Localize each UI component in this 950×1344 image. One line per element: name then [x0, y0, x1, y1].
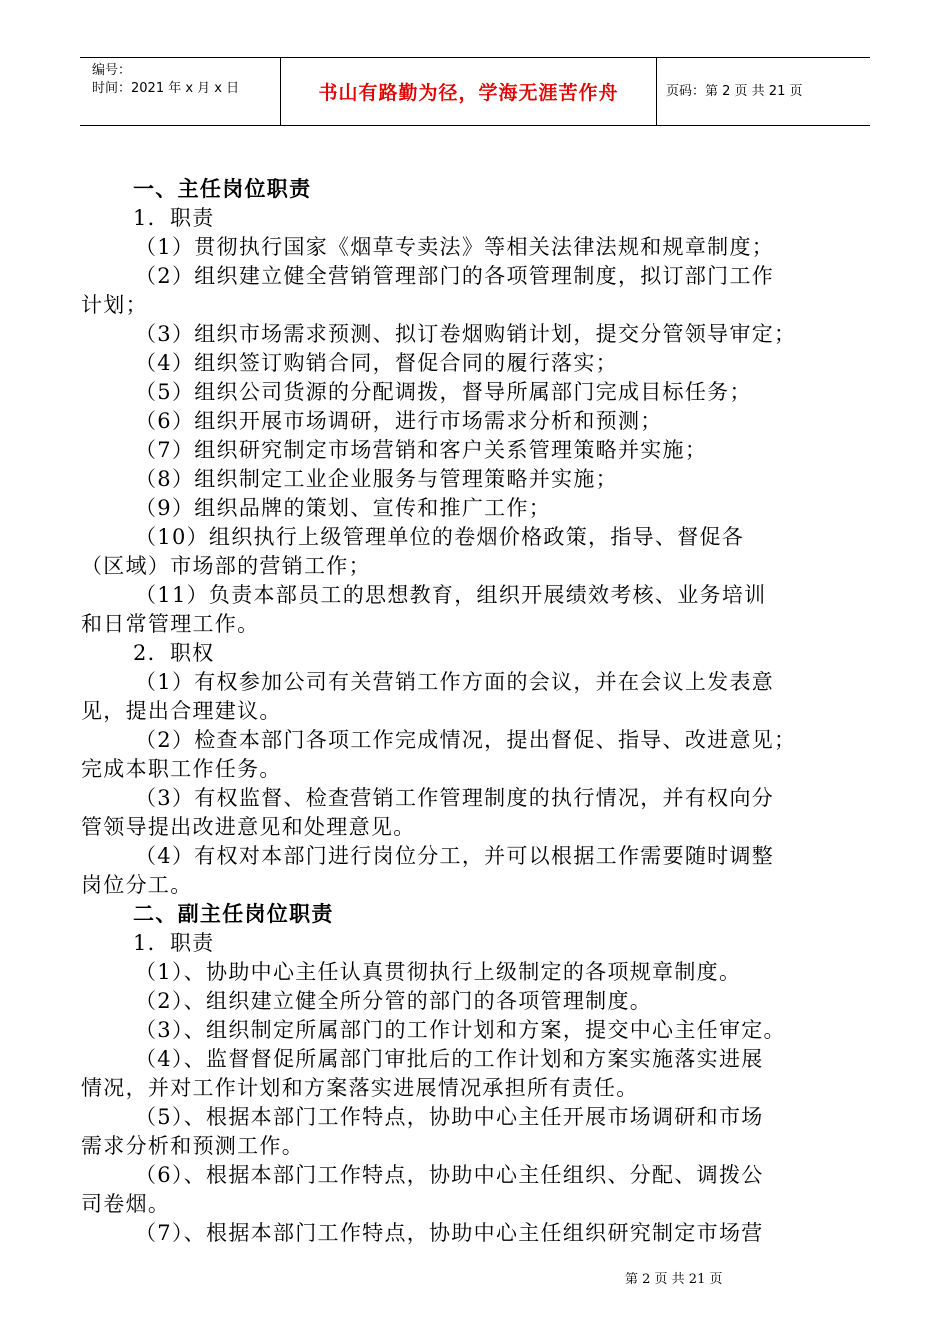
paragraph-line: （5）、根据本部门工作特点，协助中心主任开展市场调研和市场 — [135, 1105, 764, 1129]
subsection-heading: 1．职责 — [133, 931, 215, 955]
paragraph-line: （3）组织市场需求预测、拟订卷烟购销计划，提交分管领导审定； — [135, 322, 797, 346]
paragraph-line: （3）有权监督、检查营销工作管理制度的执行情况，并有权向分 — [135, 786, 775, 810]
paragraph-line: （1）、协助中心主任认真贯彻执行上级制定的各项规章制度。 — [135, 960, 742, 984]
paragraph-line: 见，提出合理建议。 — [81, 699, 282, 723]
paragraph-line: 情况，并对工作计划和方案落实进展情况承担所有责任。 — [81, 1076, 639, 1100]
paragraph-line: （5）组织公司货源的分配调拨，督导所属部门完成目标任务； — [135, 380, 752, 404]
paragraph-line: 岗位分工。 — [81, 873, 193, 897]
paragraph-line: 管领导提出改进意见和处理意见。 — [81, 815, 416, 839]
paragraph-line: （2）、组织建立健全所分管的部门的各项管理制度。 — [135, 989, 653, 1013]
paragraph-line: （8）组织制定工业企业服务与管理策略并实施； — [135, 467, 618, 491]
paragraph-line: （10）组织执行上级管理单位的卷烟价格政策，指导、督促各 — [135, 525, 745, 549]
paragraph-line: 和日常管理工作。 — [81, 612, 260, 636]
paragraph-line: （7）、根据本部门工作特点，协助中心主任组织研究制定市场营 — [135, 1221, 764, 1245]
paragraph-line: （7）组织研究制定市场营销和客户关系管理策略并实施； — [135, 438, 708, 462]
document-number-label: 编号： — [92, 63, 132, 78]
paragraph-line: （1）有权参加公司有关营销工作方面的会议，并在会议上发表意 — [135, 670, 775, 694]
paragraph-line: （3）、组织制定所属部门的工作计划和方案，提交中心主任审定。 — [135, 1018, 786, 1042]
document-date-label: 时间：2021 年 x 月 x 日 — [92, 81, 240, 96]
section-heading: 二、副主任岗位职责 — [133, 902, 334, 926]
page-footer: 第 2 页 共 21 页 — [625, 1272, 723, 1287]
paragraph-line: （6）组织开展市场调研，进行市场需求分析和预测； — [135, 409, 663, 433]
header-meta-cell — [80, 58, 280, 125]
header-page-number: 页码：第 2 页 共 21 页 — [666, 84, 803, 99]
paragraph-line: 完成本职工作任务。 — [81, 757, 282, 781]
paragraph-line: （2）检查本部门各项工作完成情况，提出督促、指导、改进意见； — [135, 728, 797, 752]
paragraph-line: （4）组织签订购销合同，督促合同的履行落实； — [135, 351, 618, 375]
paragraph-line: （4）、监督督促所属部门审批后的工作计划和方案实施落实进展 — [135, 1047, 764, 1071]
header-motto-cell — [280, 58, 657, 125]
paragraph-line: （11）负责本部员工的思想教育，组织开展绩效考核、业务培训 — [135, 583, 767, 607]
subsection-heading: 2．职权 — [133, 641, 215, 665]
section-heading: 一、主任岗位职责 — [133, 177, 312, 201]
paragraph-line: （4）有权对本部门进行岗位分工，并可以根据工作需要随时调整 — [135, 844, 775, 868]
paragraph-line: （6）、根据本部门工作特点，协助中心主任组织、分配、调拨公 — [135, 1163, 764, 1187]
document-header — [80, 57, 870, 126]
paragraph-line: 需求分析和预测工作。 — [81, 1134, 304, 1158]
document-body — [81, 175, 871, 1248]
paragraph-line: （1）贯彻执行国家《烟草专卖法》等相关法律法规和规章制度； — [135, 235, 775, 259]
paragraph-line: （9）组织品牌的策划、宣传和推广工作； — [135, 496, 552, 520]
header-page-cell — [656, 58, 880, 125]
paragraph-line: （2）组织建立健全营销管理部门的各项管理制度，拟订部门工作 — [135, 264, 775, 288]
subsection-heading: 1．职责 — [133, 206, 215, 230]
paragraph-line: 计划； — [81, 293, 148, 317]
paragraph-line: 司卷烟。 — [81, 1192, 171, 1216]
header-motto: 书山有路勤为径，学海无涯苦作舟 — [318, 82, 619, 104]
paragraph-line: （区域）市场部的营销工作； — [81, 554, 371, 578]
